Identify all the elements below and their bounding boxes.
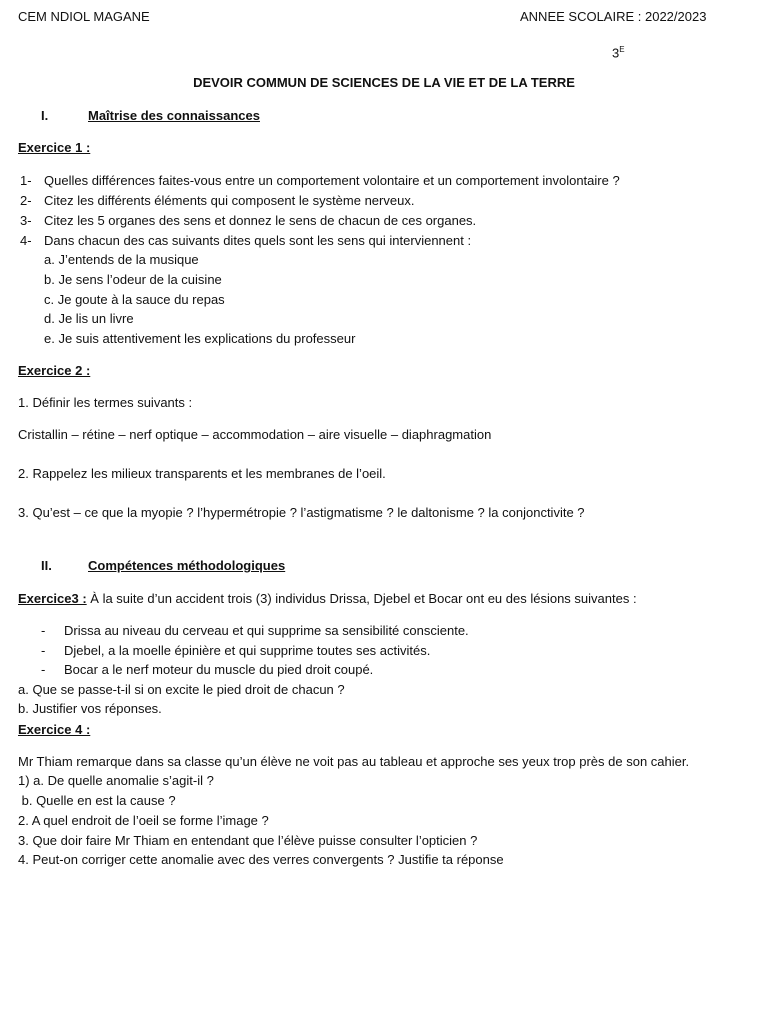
document-title: DEVOIR COMMUN DE SCIENCES DE LA VIE ET DE LA TERRE — [193, 75, 575, 90]
ex2-question-2: 2. Rappelez les milieux transparents et les membranes de l’oeil. — [18, 466, 386, 481]
ex1-question-text: Quelles différences faites-vous entre un comportement volontaire et un comportement involontaire ? — [44, 173, 620, 188]
part1-title: Maîtrise des connaissances — [88, 108, 260, 123]
ex1-question-text: Citez les 5 organes des sens et donnez le sens de chacun de ces organes. — [44, 213, 477, 228]
class-level-superscript: E — [619, 45, 625, 54]
ex3-list-item: Djebel, a la moelle épinière et qui supprime toutes ses activités. — [64, 643, 431, 658]
ex4-question-line: 3. Que doir faire Mr Thiam en entendant que l’élève puisse consulter l’opticien ? — [18, 833, 478, 848]
ex4-intro: Mr Thiam remarque dans sa classe qu’un élève ne voit pas au tableau et approche ses yeux trop près de son cahier. — [18, 754, 690, 769]
bullet-dash: - — [41, 643, 46, 658]
ex4-question-line: 4. Peut-on corriger cette anomalie avec des verres convergents ? Justifie ta réponse — [18, 852, 504, 867]
bullet-dash: - — [41, 623, 46, 638]
ex1-case-item: a. J’entends de la musique — [44, 252, 199, 267]
exercise3-intro: À la suite d’un accident trois (3) individus Drissa, Djebel et Bocar ont eu des lésions suivantes : — [86, 591, 637, 606]
ex3-question-a: a. Que se passe-t-il si on excite le pied droit de chacun ? — [18, 682, 345, 697]
class-level-number: 3 — [612, 45, 620, 61]
ex4-question-line: 2. A quel endroit de l’oeil se forme l’image ? — [18, 813, 269, 828]
ex1-question-number: 3- — [20, 213, 32, 228]
ex4-question-line: b. Quelle en est la cause ? — [18, 793, 176, 808]
school-name: CEM NDIOL MAGANE — [18, 9, 150, 24]
ex3-list-item: Drissa au niveau du cerveau et qui supprime sa sensibilité consciente. — [64, 623, 469, 638]
exercise3-title: Exercice3 : — [18, 591, 87, 606]
ex1-case-item: b. Je sens l’odeur de la cuisine — [44, 272, 222, 287]
ex1-case-item: d. Je lis un livre — [44, 311, 134, 326]
ex2-question-3: 3. Qu’est – ce que la myopie ? l’hypermétropie ? l’astigmatisme ? le daltonisme ? la conjonctivite ? — [18, 505, 585, 520]
exercise3-heading — [18, 591, 637, 607]
ex1-case-item: e. Je suis attentivement les explications du professeur — [44, 331, 356, 346]
bullet-dash: - — [41, 662, 46, 677]
ex2-question-1: 1. Définir les termes suivants : — [18, 395, 193, 410]
ex1-question-number: 4- — [20, 233, 32, 248]
ex3-list-item: Bocar a le nerf moteur du muscle du pied droit coupé. — [64, 662, 374, 677]
ex4-question-line: 1) a. De quelle anomalie s’agit-il ? — [18, 773, 214, 788]
class-level — [612, 42, 625, 61]
exercise1-title: Exercice 1 : — [18, 140, 91, 155]
part2-number: II. — [41, 558, 52, 573]
exercise4-title: Exercice 4 : — [18, 722, 91, 737]
ex3-question-b: b. Justifier vos réponses. — [18, 701, 162, 716]
part2-title: Compétences méthodologiques — [88, 558, 286, 573]
part1-number: I. — [41, 108, 49, 123]
ex1-case-item: c. Je goute à la sauce du repas — [44, 292, 225, 307]
ex1-question-text: Dans chacun des cas suivants dites quels sont les sens qui interviennent : — [44, 233, 472, 248]
ex1-question-number: 1- — [20, 173, 32, 188]
ex1-question-number: 2- — [20, 193, 32, 208]
exercise2-title: Exercice 2 : — [18, 363, 91, 378]
ex2-terms-list: Cristallin – rétine – nerf optique – accommodation – aire visuelle – diaphragmation — [18, 427, 492, 442]
ex1-question-text: Citez les différents éléments qui composent le système nerveux. — [44, 193, 415, 208]
school-year: ANNEE SCOLAIRE : 2022/2023 — [520, 9, 707, 24]
